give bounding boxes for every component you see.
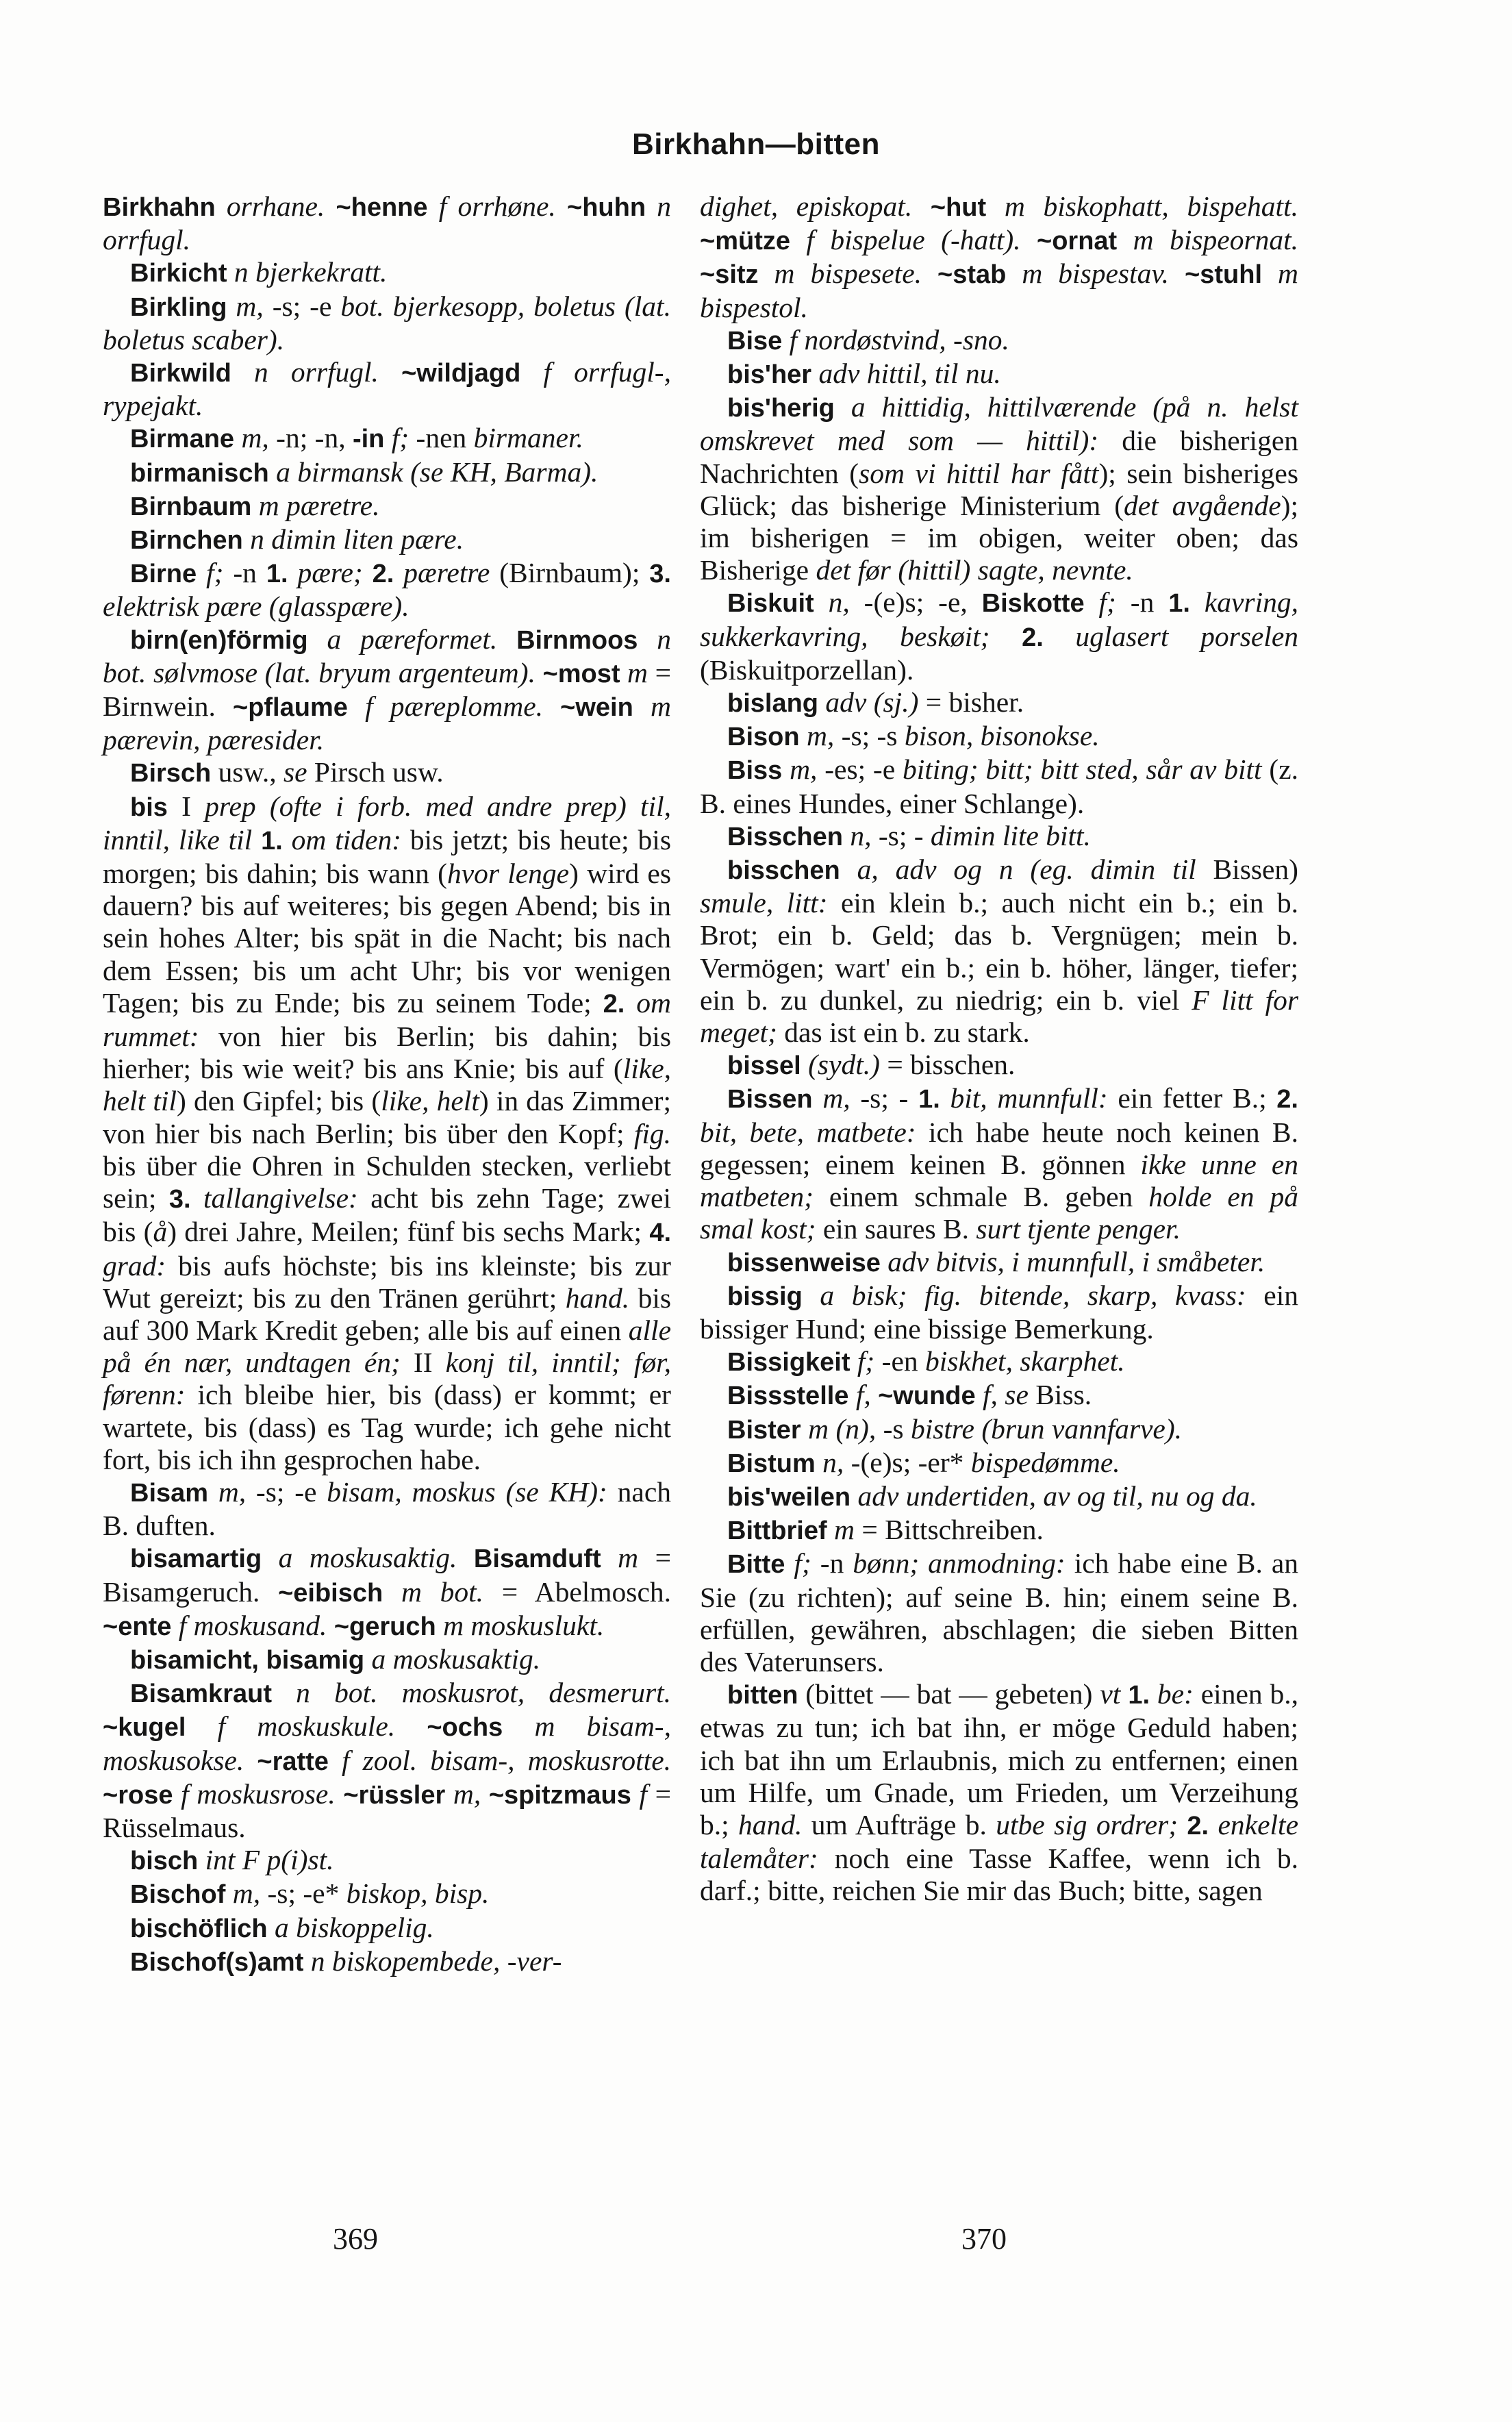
headword: Bistum (727, 1449, 816, 1478)
headword: ~spitzmaus (488, 1780, 631, 1810)
example-text: ); sein bisheriges Glück; das bisherige Ministerium ( (700, 457, 1298, 521)
gloss-text: dighet, episkopat. (700, 190, 931, 222)
gloss-text: det avgående (1124, 489, 1281, 521)
gloss-text: orrhane. (215, 190, 336, 222)
left-column (103, 190, 671, 1979)
gloss-text: f; (785, 1547, 811, 1580)
gloss-text: m (620, 656, 648, 688)
gloss-text: f orrhøne. (427, 190, 567, 222)
gloss-text: m, (782, 753, 818, 786)
headword: birn(en)förmig (130, 625, 308, 655)
gloss-text: n bot. moskusrot, desmerurt. (271, 1677, 671, 1709)
dictionary-entry (103, 623, 671, 757)
dictionary-entry (103, 1677, 671, 1844)
gloss-text: bønn; anmodning: (853, 1547, 1066, 1580)
headword: bisamicht, bisamig (130, 1645, 365, 1675)
headword: ~most (542, 659, 620, 688)
dictionary-entry (103, 256, 671, 290)
example-text: ein saures B. (816, 1213, 977, 1245)
example-text: -s (876, 1412, 911, 1445)
dictionary-entry (700, 1413, 1298, 1447)
headword: Bisamkraut (130, 1680, 272, 1709)
gloss-text: pæretre (394, 557, 500, 589)
gloss-text: m, (208, 1475, 247, 1508)
headword: bischöflich (130, 1914, 268, 1943)
headword: ~stab (937, 260, 1007, 290)
gloss-text: f moskusrose. (173, 1777, 344, 1810)
headword: bis (130, 792, 168, 822)
example-text: (Birnbaum); (499, 557, 650, 589)
gloss-text: f orrfugl-, rypejakt. (103, 356, 671, 422)
example-text: Biss. (1028, 1379, 1092, 1411)
headword: Bise (727, 326, 783, 355)
gloss-text: utbe sig ordrer; (996, 1808, 1187, 1840)
gloss-text: m pæretre. (251, 489, 380, 521)
dictionary-entry (700, 1514, 1298, 1547)
gloss-text: n biskopembede, -ver- (303, 1945, 562, 1977)
headword: ~rüssler (343, 1780, 446, 1810)
gloss-text: hand. (738, 1808, 803, 1840)
gloss-text: n bjerkekratt. (227, 256, 388, 288)
gloss-text: adv undertiden, av og til, nu og da. (850, 1480, 1257, 1512)
headword: ~ornat (1037, 227, 1118, 256)
headword: Birkhahn (103, 193, 216, 222)
gloss-text: biskhet, skarphet. (925, 1345, 1125, 1377)
headword: ~wildjagd (401, 359, 521, 388)
headword: Birkwild (130, 359, 231, 388)
example-text: (Biskuitporzellan). (700, 653, 914, 686)
headword: Birnmoos (516, 625, 638, 655)
dictionary-entry (700, 324, 1298, 358)
gloss-text: m (601, 1542, 639, 1574)
headword: 3. (649, 560, 671, 589)
dictionary-entry (700, 1082, 1298, 1245)
example-text: acht bis zehn Tage; zwei bis ( (103, 1182, 671, 1248)
dictionary-entry (700, 391, 1298, 586)
headword: Birkicht (130, 259, 227, 288)
gloss-text: f nordøstvind, -sno. (782, 323, 1009, 355)
gloss-text: m, (812, 1082, 850, 1114)
headword: bissel (727, 1051, 801, 1081)
example-text: bis auf 300 Mark Kredit geben; alle bis auf einen (103, 1282, 671, 1346)
gloss-text: f (631, 1777, 647, 1810)
dictionary-entry (700, 1246, 1298, 1279)
headword: bitten (727, 1681, 798, 1710)
example-text: ); im bisherigen = im obigen, weiter oben; das Bisherige (700, 489, 1298, 586)
example-text: ich habe eine B. an Sie (zu richten); auf seine B. hin; einem seine B. erfüllen, gewähren, abschlagen; die sieben Bitten des Vaterunsers. (700, 1547, 1299, 1677)
headword: bis'weilen (727, 1482, 851, 1512)
dictionary-entry (103, 456, 671, 490)
gloss-text: adv bitvis, i munnfull, i småbeter. (880, 1245, 1265, 1277)
example-text: ich bleibe hier, bis (dass) er kommt; er wartete, bis (dass) es Tag wurde; ich gehe nicht fort, bis ich ihn gesprochen habe. (103, 1379, 671, 1475)
gloss-text: holde en på smal kost; (700, 1181, 1299, 1245)
gloss-text: hand. (565, 1282, 630, 1314)
dictionary-entry (700, 820, 1298, 853)
gloss-text: enkelte talemåter: (700, 1808, 1298, 1875)
example-text: bis aufs höchste; bis ins kleinste; bis zur Wut gereizt; bis zu den Tränen gerührt; (103, 1249, 671, 1314)
left-page-number: 369 (333, 2222, 378, 2256)
example-text: (bittet — bat — gebeten) (798, 1678, 1100, 1710)
gloss-text: f; (1084, 586, 1116, 619)
gloss-text: n orrfugl. (103, 190, 671, 256)
example-text: = Rüsselmaus. (103, 1777, 672, 1843)
dictionary-entry (103, 190, 671, 256)
headword: ~kugel (103, 1713, 186, 1743)
example-text: -n (811, 1547, 853, 1580)
gloss-text: m, (234, 422, 269, 454)
gloss-text: m (n), (801, 1412, 877, 1445)
gloss-text: f pæreplomme. (347, 690, 561, 723)
headword: 3. (168, 1185, 191, 1214)
dictionary-entry (700, 1547, 1298, 1678)
gloss-text: det før (hittil) sagte, nevnte. (816, 554, 1133, 586)
dictionary-entry (103, 1476, 671, 1542)
gloss-text: f zool. bisam-, moskusrotte. (328, 1744, 671, 1776)
gloss-text: å (153, 1216, 168, 1248)
example-text: um Aufträge b. (802, 1808, 996, 1840)
headword: Birkling (130, 292, 227, 322)
gloss-text: vt (1100, 1678, 1121, 1710)
dictionary-entry (700, 720, 1298, 753)
example-text: ) den Gipfel; bis ( (176, 1085, 381, 1117)
gloss-text: a, adv og n (eg. dimin til (840, 853, 1196, 886)
headword: Birne (130, 560, 197, 589)
gloss-text: m bisam-, moskusokse. (103, 1710, 671, 1776)
gloss-text: som vi hittil har fått (859, 457, 1099, 489)
gloss-text: bispedømme. (970, 1446, 1120, 1478)
dictionary-entry (103, 1912, 671, 1945)
gloss-text: m pærevin, pæresider. (103, 690, 671, 756)
dictionary-entry (700, 1279, 1298, 1345)
headword: ~henne (336, 193, 428, 222)
headword: Birnchen (130, 526, 243, 555)
headword: Bister (727, 1415, 801, 1445)
gloss-text: alle på én nær, undtagen én; (103, 1314, 671, 1379)
gloss-text: m bispestav. (1006, 258, 1185, 290)
example-text: -en (874, 1345, 926, 1377)
dictionary-entry (700, 1379, 1298, 1412)
dictionary-entry (103, 756, 671, 790)
dictionary-entry (103, 790, 671, 1476)
headword: Bisam (130, 1478, 209, 1508)
gloss-text: n, (815, 1446, 844, 1478)
right-column (700, 190, 1298, 1908)
dictionary-entry (700, 686, 1298, 720)
gloss-text: f bispelue (-hatt). (790, 224, 1037, 256)
gloss-text: ikke unne en matbeten; (700, 1148, 1298, 1213)
dictionary-entry (103, 356, 671, 422)
gloss-text: like, helt til (103, 1053, 671, 1117)
example-text: ich habe heute noch keinen B. gegessen; einem keinen B. gönnen (700, 1116, 1298, 1180)
gloss-text: adv (sj.) (818, 686, 919, 719)
dictionary-entry (700, 1049, 1298, 1082)
right-page-number: 370 (961, 2222, 1007, 2256)
running-head: Birkhahn—bitten (632, 127, 880, 161)
gloss-text: a biskoppelig. (267, 1911, 434, 1943)
gloss-text: bit, munnfull: (940, 1082, 1108, 1114)
headword: ~ratte (257, 1747, 329, 1776)
gloss-text: m, (445, 1777, 489, 1810)
dictionary-entry (700, 1480, 1298, 1514)
gloss-text: f; (850, 1345, 875, 1377)
gloss-text: m biskophatt, bispehatt. (986, 190, 1298, 222)
headword: Birmane (130, 425, 235, 454)
gloss-text: like, helt (381, 1085, 479, 1117)
headword: Bissstelle (727, 1382, 849, 1411)
dictionary-entry (103, 1945, 671, 1979)
headword: Biskotte (981, 589, 1085, 619)
gloss-text: n, (814, 586, 850, 619)
gloss-text: n, (842, 819, 872, 851)
headword: ~hut (930, 193, 987, 222)
gloss-text: surt tjente penger. (976, 1213, 1181, 1245)
gloss-text: m bot. (383, 1575, 484, 1608)
headword: Bissen (727, 1085, 813, 1114)
gloss-text: n bot. sølvmose (lat. bryum argenteum). (103, 623, 671, 688)
gloss-text: uglasert porselen (1043, 620, 1299, 652)
example-text: bis über die Ohren in Schulden stecken, verliebt sein; (103, 1149, 671, 1214)
example-text: ) drei Jahre, Meilen; fünf bis sechs Mark; (167, 1216, 650, 1248)
headword: Biss (727, 756, 783, 786)
headword: ~wunde (878, 1382, 976, 1411)
example-text: -s; - (850, 1082, 919, 1114)
headword: bisamartig (130, 1545, 262, 1574)
gloss-text: f, se (975, 1379, 1029, 1411)
dictionary-entry (103, 290, 671, 356)
headword: 1. (1168, 589, 1190, 619)
example-text: = bisschen. (879, 1049, 1016, 1081)
headword: Bitte (727, 1550, 785, 1580)
headword: 1. (918, 1085, 940, 1114)
example-text: II (400, 1347, 446, 1379)
dictionary-entry (700, 1678, 1298, 1907)
headword: birmanisch (130, 458, 269, 488)
example-text: (z. B. eines Hundes, einer Schlange). (700, 753, 1298, 819)
gloss-text: a hittidig, hittilværende (på n. helst omskrevet med som — hittil): (700, 391, 1298, 457)
example-text: von hier bis Berlin; bis dahin; bis hierher; bis wie weit? bis ans Knie; bis auf ( (103, 1021, 671, 1085)
headword: ~huhn (567, 193, 646, 222)
example-text: -(e)s; -e, (849, 586, 982, 619)
example-text: = Birnwein. (103, 656, 671, 723)
gloss-text: tallangivelse: (190, 1182, 358, 1214)
gloss-text: int F p(i)st. (198, 1844, 334, 1876)
gloss-text: grad: (103, 1249, 166, 1282)
headword: 2. (372, 560, 394, 589)
gloss-text: a birmansk (se KH, Barma). (268, 455, 598, 488)
gloss-text: se (283, 756, 307, 788)
example-text: = Bittschreiben. (855, 1514, 1044, 1546)
gloss-text: adv hittil, til nu. (811, 358, 1001, 390)
example-text: = Bisamgeruch. (103, 1542, 671, 1608)
dictionary-entry (103, 1643, 671, 1677)
headword: bislang (727, 689, 819, 719)
example-text: Pirsch usw. (307, 756, 444, 788)
example-text: I (167, 790, 205, 822)
dictionary-entry (103, 1877, 671, 1911)
gloss-text: m bispestol. (700, 258, 1298, 323)
headword: Bischof(s)amt (130, 1947, 304, 1977)
gloss-text: m bispesete. (758, 258, 938, 290)
example-text: usw., (211, 756, 284, 788)
example-text: -(e)s; -er* (844, 1446, 971, 1478)
headword: 2. (1022, 623, 1044, 652)
gloss-text: m moskuslukt. (436, 1609, 605, 1641)
gloss-text: hvor lenge (446, 858, 570, 890)
headword: bis'her (727, 360, 812, 390)
gloss-text: n orrfugl. (231, 356, 402, 388)
example-text: bis jetzt; bis heute; bis morgen; bis dahin; bis wann ( (103, 823, 671, 890)
dictionary-entry (700, 586, 1298, 686)
gloss-text: fig. (633, 1117, 671, 1149)
example-text: = bisher. (918, 686, 1024, 719)
example-text: Bissen) (1196, 853, 1298, 886)
gloss-text: a pæreformet. (307, 623, 517, 655)
headword: bissig (727, 1282, 803, 1311)
example-text: -es; -e (817, 753, 903, 786)
dictionary-entry (103, 1844, 671, 1877)
dictionary-entry (103, 490, 671, 523)
gloss-text: n dimin liten pære. (242, 523, 464, 555)
dictionary-entry (103, 1542, 671, 1643)
example-text: einen b., etwas zu tun; ich bat ihn, er möge Geduld haben; ich bat ihn um Erlaubnis, mich zu entfernen; einen um Hilfe, um Gnade, um Frieden, um Verzeihung b.; (700, 1678, 1298, 1840)
example-text: = Abelmosch. (483, 1575, 671, 1608)
gloss-text: bot. bjerkesopp, boletus (lat. boletus scaber). (103, 290, 671, 355)
gloss-text: a moskusaktig. (262, 1542, 474, 1574)
gloss-text: bison, bisonokse. (904, 720, 1100, 752)
headword: ~sitz (700, 260, 759, 290)
gloss-text: f moskusand. (171, 1609, 334, 1641)
headword: ~rose (103, 1780, 173, 1810)
example-text: ein klein b.; auch nicht ein b.; ein b. Brot; ein b. Geld; das b. Vergnügen; mein b. Vermögen; wart' ein b.; ein b. höher, länger, tiefer; ein b. zu dunkel, zu niedrig; ein b. viel (700, 887, 1298, 1016)
headword: ~ente (103, 1612, 172, 1641)
gloss-text: m, (225, 1877, 261, 1910)
example-text: ein fetter B.; (1107, 1082, 1277, 1114)
headword: Birnbaum (130, 492, 252, 521)
example-text: -n; -n, (268, 422, 353, 454)
gloss-text: be: (1150, 1678, 1194, 1710)
gloss-text: elektrisk pære (glasspære). (103, 590, 410, 623)
example-text: einem schmale B. geben (813, 1181, 1149, 1213)
gloss-text: biskop, bisp. (346, 1877, 490, 1910)
example-text: die bisherigen Nachrichten ( (700, 425, 1299, 489)
example-text: nach B. duften. (103, 1475, 671, 1542)
headword: Bisschen (727, 822, 843, 851)
gloss-text: om rummet: (103, 986, 671, 1053)
headword: ~geruch (333, 1612, 436, 1641)
example-text: -s; -e* (260, 1877, 346, 1910)
headword: bisschen (727, 856, 840, 886)
headword: 2. (603, 989, 625, 1019)
headword: Bissigkeit (727, 1348, 850, 1377)
dictionary-entry (103, 557, 671, 623)
headword: bissenweise (727, 1248, 881, 1277)
gloss-text: m, (227, 290, 264, 322)
headword: Biskuit (727, 589, 814, 619)
gloss-text: konj til, inntil; før, førenn: (103, 1347, 672, 1411)
gloss-text: f moskuskule. (186, 1710, 427, 1743)
gloss-text: m (827, 1514, 855, 1546)
gloss-text: f; (384, 422, 410, 454)
headword: 1. (1120, 1681, 1150, 1710)
gloss-text: pære; (288, 557, 373, 589)
gloss-text: biting; bitt; bitt sted, sår av bitt (902, 753, 1262, 786)
headword: 4. (649, 1219, 672, 1248)
example-text: ) in das Zimmer; von hier bis nach Berlin; bis über den Kopf; (103, 1085, 671, 1149)
example-text: noch eine Tasse Kaffee, wenn ich b. darf.; bitte, reichen Sie mir das Buch; bitte, sagen (700, 1843, 1298, 1907)
headword: -in (352, 425, 385, 454)
headword: Bittbrief (727, 1516, 827, 1546)
headword: Bisamduft (473, 1545, 601, 1574)
gloss-text: bisam, moskus (se KH): (327, 1475, 607, 1508)
headword: 1. (266, 560, 288, 589)
gloss-text: dimin lite bitt. (930, 819, 1091, 851)
example-text: ein bissiger Hund; eine bissige Bemerkung. (700, 1279, 1298, 1345)
headword: Birsch (130, 759, 212, 788)
dictionary-entry (700, 1345, 1298, 1379)
gloss-text: a moskusaktig. (364, 1643, 541, 1675)
headword: 1. (261, 826, 283, 856)
dictionary-entry (700, 753, 1298, 819)
gloss-text: f, (848, 1379, 879, 1411)
gloss-text: prep (ofte i forb. med andre prep) til, inntil, like til (103, 790, 671, 856)
gloss-text: bistre (brun vannfarve). (910, 1412, 1183, 1445)
example-text: -n (1116, 586, 1169, 619)
headword: ~wein (560, 693, 633, 723)
gloss-text: (sydt.) (801, 1049, 880, 1081)
example-text: ) wird es dauern? bis auf weiteres; bis gegen Abend; bis in sein hohes Alter; bis spät in die Nacht; bis nach dem Essen; bis um acht Uhr; bis vor wenigen Tagen; bis zu Ende; bis zu seinem Tode; (103, 858, 671, 1019)
dictionary-entry (103, 422, 671, 455)
headword: Bischof (130, 1880, 226, 1910)
example-text: das ist ein b. zu stark. (777, 1016, 1030, 1049)
headword: ~mütze (700, 227, 790, 256)
headword: ~ochs (427, 1713, 503, 1743)
example-text: -n (223, 557, 266, 589)
gloss-text: bit, bete, matbete: (700, 1116, 916, 1148)
gloss-text: F litt for meget; (700, 984, 1299, 1049)
headword: Bison (727, 723, 800, 752)
dictionary-entry (700, 853, 1298, 1049)
example-text: -s; -s (834, 720, 905, 752)
gloss-text: smule, litt: (700, 887, 828, 919)
gloss-text: om tiden: (282, 823, 402, 856)
gloss-text: m, (799, 720, 835, 752)
dictionary-entry (103, 523, 671, 557)
headword: ~pflaume (233, 693, 348, 723)
headword: bis'herig (727, 394, 835, 423)
headword: 2. (1187, 1811, 1209, 1840)
gloss-text: a bisk; fig. bitende, skarp, kvass: (802, 1279, 1246, 1311)
gloss-text: kavring, sukkerkavring, beskøit; (700, 586, 1298, 652)
gloss-text: birmaner. (473, 422, 583, 454)
gloss-text: m bispeornat. (1117, 224, 1298, 256)
headword: bisch (130, 1847, 199, 1876)
headword: ~stuhl (1185, 260, 1263, 290)
example-text: -nen (409, 422, 474, 454)
example-text: -s; -e (246, 1475, 327, 1508)
example-text: -s; -e (263, 290, 341, 322)
dictionary-entry (700, 190, 1298, 324)
dictionary-entry (700, 358, 1298, 391)
headword: 2. (1276, 1085, 1298, 1114)
headword: ~eibisch (278, 1578, 383, 1608)
gloss-text: f; (197, 557, 224, 589)
example-text: -s; - (871, 819, 931, 851)
dictionary-entry (700, 1447, 1298, 1480)
